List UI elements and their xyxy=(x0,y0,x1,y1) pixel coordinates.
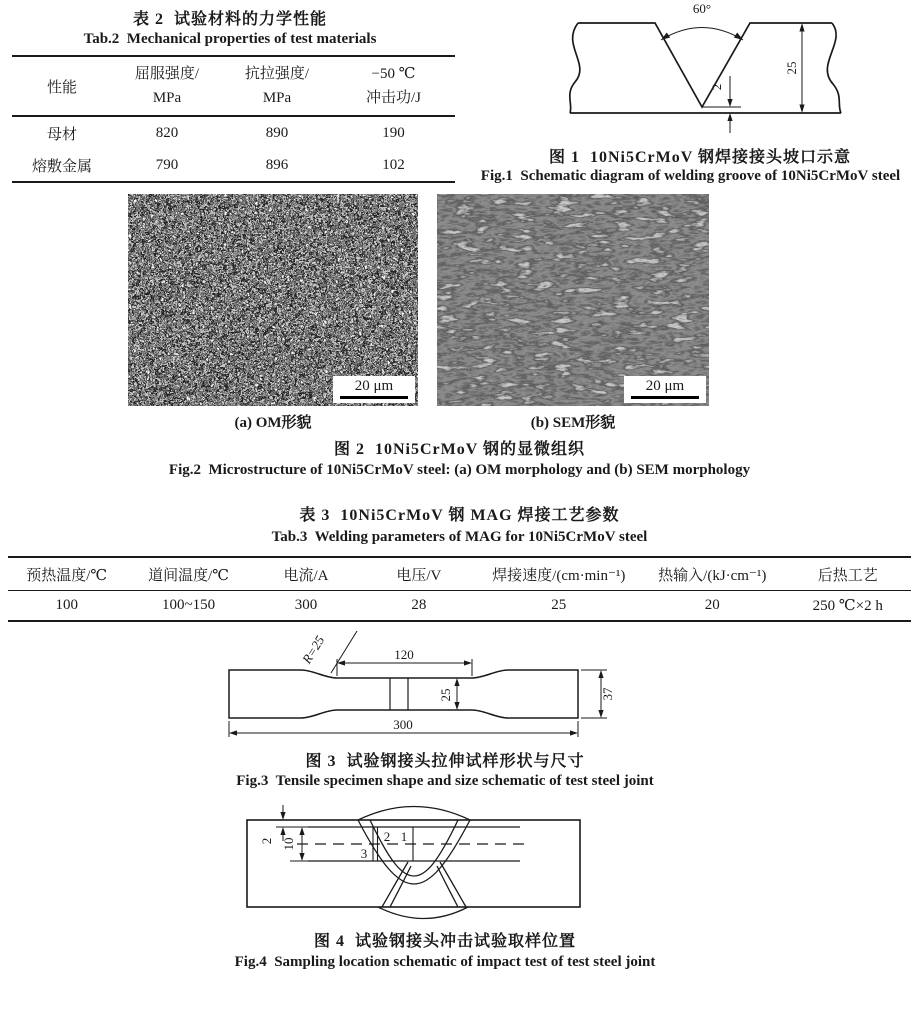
fig4-pos3-label: 3 xyxy=(360,846,368,861)
fig3-gauge-length-label: 120 xyxy=(394,647,414,662)
table3 xyxy=(8,556,911,622)
fig4-surface-offset-label: 2 xyxy=(259,837,274,845)
fig2-panel-a-label: (a) OM形貌 xyxy=(234,415,312,431)
fig1-caption-cn: 图 1 10Ni5CrMoV 钢焊接接头坡口示意 xyxy=(548,149,852,166)
table3-header-postheat: 后热工艺 xyxy=(817,567,878,584)
fig4-caption-en: Fig.4 Sampling location schematic of impact test of test steel joint xyxy=(234,954,656,970)
fig1-angle-label: 60° xyxy=(692,1,712,16)
fig4-caption-cn: 图 4 试验钢接头冲击试验取样位置 xyxy=(313,933,576,950)
table3-header-preheat: 预热温度/℃ xyxy=(26,567,108,584)
table3-title-cn: 表 3 10Ni5CrMoV 钢 MAG 焊接工艺参数 xyxy=(299,507,620,524)
table3-value-row: 100 100~150 300 28 25 20 250 ℃×2 h xyxy=(8,591,911,622)
table3-header-interpass: 道间温度/℃ xyxy=(148,567,230,584)
table2-header-row xyxy=(12,56,455,116)
table2-header-impact: −50 ℃ 冲击功/J xyxy=(365,66,421,106)
table2-header-property: 性能 xyxy=(46,79,77,96)
fig4-sampling-drawing xyxy=(240,800,615,930)
om-scale-bar xyxy=(333,376,415,403)
fig3-total-length-label: 300 xyxy=(393,717,413,732)
fig3-tensile-specimen-drawing xyxy=(195,626,625,746)
om-scale-bar-label: 20 μm xyxy=(354,378,394,394)
table3-header-speed: 焊接速度/(cm·min⁻¹) xyxy=(492,567,626,584)
table3-header-row xyxy=(8,557,911,591)
fig1-groove-drawing xyxy=(545,0,919,140)
table2-header-tensile: 抗拉强度/ MPa xyxy=(244,66,310,106)
fig3-gauge-width-label: 25 xyxy=(438,688,453,702)
sem-scale-bar-line xyxy=(631,396,699,399)
table2-row-deposited-metal: 熔敷金属 790 896 102 xyxy=(12,149,455,182)
fig1-caption-en: Fig.1 Schematic diagram of welding groove of 10Ni5CrMoV steel xyxy=(480,168,901,184)
table2-row-base-metal: 母材 820 890 190 xyxy=(46,124,405,143)
fig1-thickness-label: 25 xyxy=(784,61,799,75)
fig3-caption-en: Fig.3 Tensile specimen shape and size schematic of test steel joint xyxy=(236,773,654,789)
table2-title-en: Tab.2 Mechanical properties of test materials xyxy=(83,31,377,47)
fig1-root-label: 2 xyxy=(709,83,724,91)
fig4-pos2-label: 2 xyxy=(383,829,391,844)
fig3-grip-width-label: 37 xyxy=(600,687,615,701)
fig4-strip-width-label: 10 xyxy=(281,837,296,851)
fig3-caption-cn: 图 3 试验钢接头拉伸试样形状与尺寸 xyxy=(305,753,585,770)
table3-header-heat-input: 热输入/(kJ·cm⁻¹) xyxy=(658,567,767,584)
fig4-pos1-label: 1 xyxy=(400,829,408,844)
table3-header-current: 电流/A xyxy=(283,567,329,584)
om-scale-bar-line xyxy=(340,396,408,399)
sem-micrograph-image xyxy=(437,194,709,406)
om-micrograph xyxy=(128,194,418,406)
om-micrograph-image xyxy=(128,194,418,406)
sem-micrograph xyxy=(437,194,709,406)
sem-scale-bar xyxy=(624,376,706,403)
fig2-panel-b-label: (b) SEM形貌 xyxy=(530,415,616,431)
table3-title-en: Tab.3 Welding parameters of MAG for 10Ni5CrMoV steel xyxy=(271,529,648,545)
fig2-caption-cn: 图 2 10Ni5CrMoV 钢的显微组织 xyxy=(333,441,586,458)
table3-header-voltage: 电压/V xyxy=(396,567,442,584)
sem-scale-bar-label: 20 μm xyxy=(645,378,685,394)
fig3-radius-label: R=25 xyxy=(298,633,328,667)
table2-title-cn: 表 2 试验材料的力学性能 xyxy=(132,11,327,28)
fig2-caption-en: Fig.2 Microstructure of 10Ni5CrMoV steel: (a) OM morphology and (b) SEM morphology xyxy=(168,462,751,478)
table2-header-yield: 屈服强度/ MPa xyxy=(134,66,200,106)
table2 xyxy=(12,55,455,183)
